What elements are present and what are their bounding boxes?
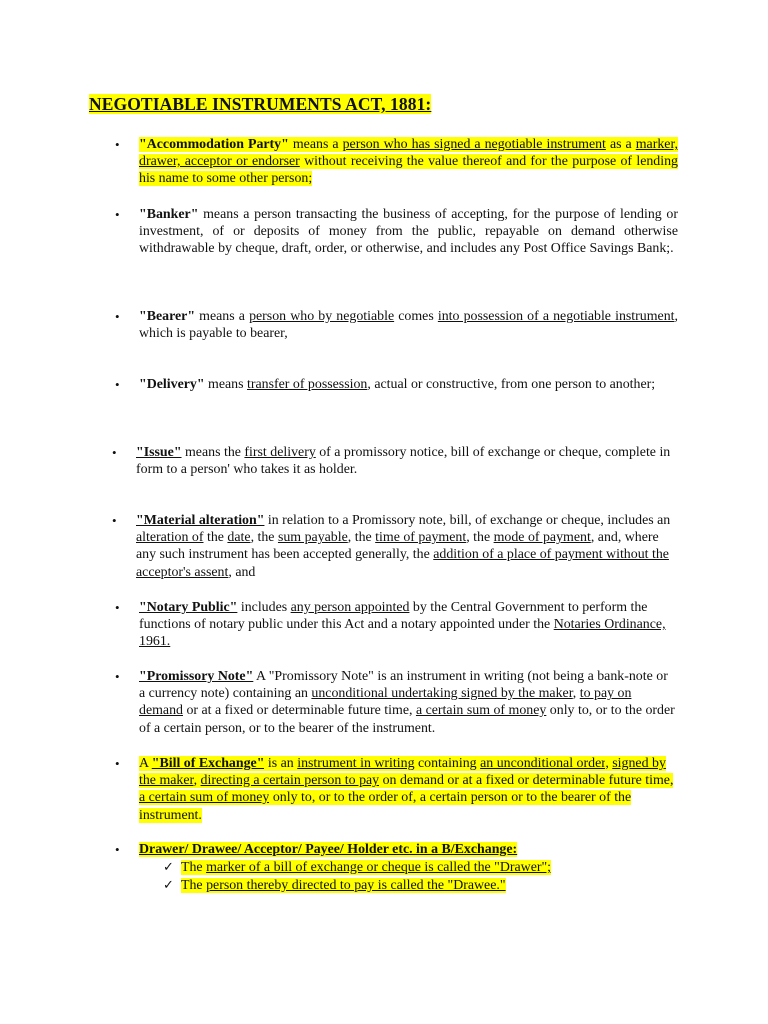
- underlined-phrase: a certain sum of money: [139, 790, 270, 806]
- underlined-phrase: first delivery: [244, 445, 316, 460]
- text-run: , which is payable to bearer,: [139, 309, 678, 342]
- text-run: of a promissory notice, bill of exchange or cheque, complete in form to a person' who takes it as holder.: [136, 445, 671, 478]
- definition-item-bill-of-exchange: [115, 755, 675, 824]
- text-run: on demand or at a fixed or determinable future time,: [379, 773, 674, 789]
- page-title-text: NEGOTIABLE INSTRUMENTS ACT, 1881:: [89, 94, 432, 114]
- term-label: Drawer/ Drawee/ Acceptor/ Payee/ Holder etc. in a B/Exchange:: [139, 842, 518, 857]
- text-run: only to, or to the order of, a certain person or to the bearer of the instrument.: [139, 790, 632, 823]
- term-label: "Banker": [139, 207, 199, 222]
- subitem-text: [181, 860, 551, 875]
- bullet-icon: •: [112, 445, 117, 460]
- text-run: means the: [181, 445, 245, 460]
- underlined-phrase: mode of payment: [493, 530, 591, 546]
- term-label: "Bill of Exchange": [151, 756, 265, 771]
- underlined-phrase: alteration of: [136, 530, 204, 546]
- bullet-icon: •: [115, 207, 120, 222]
- definition-item-promissory-note: [115, 668, 675, 737]
- bullet-icon: •: [115, 842, 120, 857]
- underlined-phrase: a certain sum of money: [415, 703, 547, 719]
- definition-text: [139, 308, 678, 342]
- text-run: by the Central Government to perform the functions of notary public under this Act and a notary appointed under the: [139, 600, 648, 633]
- term-label: "Promissory Note": [139, 669, 254, 684]
- text-run: as a: [605, 137, 636, 152]
- underlined-phrase: unconditional undertaking signed by the maker: [311, 686, 573, 702]
- text-run: ,: [605, 756, 613, 771]
- text-run: , actual or constructive, from one person to another;: [367, 377, 656, 392]
- term-label: "Accommodation Party": [139, 137, 289, 152]
- bullet-icon: •: [115, 137, 120, 152]
- definition-item-issue: [112, 444, 678, 478]
- text-run: without receiving the value thereof and for the purpose of lending his name to some other person;: [139, 154, 678, 187]
- text-run: , and: [228, 564, 256, 580]
- text-run: means: [204, 377, 247, 392]
- text-run: or at a fixed or determinable future time,: [182, 703, 416, 719]
- underlined-phrase: Notaries Ordinance, 1961.: [139, 617, 666, 650]
- text-run: the: [203, 530, 228, 546]
- term-label: "Notary Public": [139, 600, 238, 615]
- text-run: is an: [264, 756, 298, 771]
- definition-item-material-alteration: [112, 512, 678, 581]
- text-run: , the: [347, 530, 376, 546]
- checkmark-icon: ✓: [163, 859, 174, 874]
- bullet-icon: •: [112, 513, 117, 528]
- text-run: A "Promissory Note" is an instrument in writing (not being a bank-note or a currency note) containing an: [139, 669, 668, 702]
- text-run: means a person transacting the business of accepting, for the purpose of lending or investment, of or deposits of money from the public, repayable on demand otherwise withdrawable by cheque, draft, order, or otherwise, and includes any Post Office Savings Bank;.: [139, 207, 678, 257]
- definition-text: [139, 599, 675, 651]
- underlined-phrase: date: [227, 530, 251, 546]
- underlined-phrase: person who by negotiable: [249, 309, 395, 324]
- text-run: The: [181, 860, 207, 875]
- text-run: ,: [193, 773, 201, 789]
- definition-text: [139, 668, 675, 737]
- definition-text: [139, 206, 678, 258]
- page-title: [89, 94, 431, 115]
- bullet-icon: •: [115, 756, 120, 771]
- text-run: A: [139, 756, 152, 771]
- definition-text: [139, 376, 678, 393]
- text-run: comes: [394, 309, 438, 324]
- underlined-phrase: person who has signed a negotiable instrument: [342, 137, 606, 152]
- definition-item-notary-public: [115, 599, 675, 651]
- underlined-phrase: transfer of possession: [247, 377, 368, 392]
- subitem-drawer: [163, 858, 551, 876]
- underlined-phrase: marker of a bill of exchange or cheque is called the "Drawer";: [206, 860, 552, 875]
- underlined-phrase: addition of a place of payment without the acceptor's assent: [136, 547, 669, 580]
- text-run: , the: [250, 530, 278, 546]
- term-label: "Issue": [136, 445, 182, 460]
- underlined-phrase: person thereby directed to pay is called the "Drawee.": [206, 878, 506, 893]
- underlined-phrase: marker, drawer, acceptor or endorser: [139, 137, 678, 170]
- checkmark-icon: ✓: [163, 877, 174, 892]
- text-run: only to, or to the order of a certain person, or to the bearer of the instrument.: [139, 703, 675, 736]
- bullet-icon: •: [115, 669, 120, 684]
- term-label: "Bearer": [139, 309, 196, 324]
- text-run: in relation to a Promissory note, bill, of exchange or cheque, includes an: [264, 513, 671, 528]
- text-run: includes: [237, 600, 291, 615]
- text-run: means a: [288, 137, 343, 152]
- text-run: The: [181, 878, 207, 893]
- subitem-drawee: [163, 876, 506, 894]
- definition-item-delivery: [115, 376, 678, 393]
- definition-text: [136, 444, 678, 478]
- definition-text: [139, 841, 679, 858]
- text-run: , the: [466, 530, 494, 546]
- bullet-icon: •: [115, 309, 120, 324]
- underlined-phrase: signed by the maker: [139, 756, 666, 789]
- definition-item-accommodation-party: [115, 136, 678, 188]
- definition-text: [139, 136, 678, 188]
- definition-item-banker: [115, 206, 678, 258]
- underlined-phrase: into possession of a negotiable instrument: [437, 309, 675, 324]
- text-run: containing: [414, 756, 481, 771]
- term-label: "Delivery": [139, 377, 205, 392]
- underlined-phrase: to pay on demand: [139, 686, 632, 719]
- definition-item-drawer-drawee: [115, 841, 679, 858]
- bullet-icon: •: [115, 600, 120, 615]
- underlined-phrase: an unconditional order: [480, 756, 606, 771]
- definition-text: [136, 512, 678, 581]
- underlined-phrase: any person appointed: [290, 600, 410, 615]
- text-run: , and, where any such instrument has been accepted generally, the: [136, 530, 659, 563]
- underlined-phrase: time of payment: [375, 530, 467, 546]
- underlined-phrase: sum payable: [277, 530, 348, 546]
- term-label: "Material alteration": [136, 513, 265, 528]
- text-run: ,: [572, 686, 580, 702]
- definition-item-bearer: [115, 308, 678, 342]
- definition-text: [139, 755, 675, 824]
- underlined-phrase: instrument in writing: [297, 756, 415, 771]
- bullet-icon: •: [115, 377, 120, 392]
- underlined-phrase: directing a certain person to pay: [200, 773, 380, 789]
- text-run: means a: [195, 309, 250, 324]
- subitem-text: [181, 878, 506, 893]
